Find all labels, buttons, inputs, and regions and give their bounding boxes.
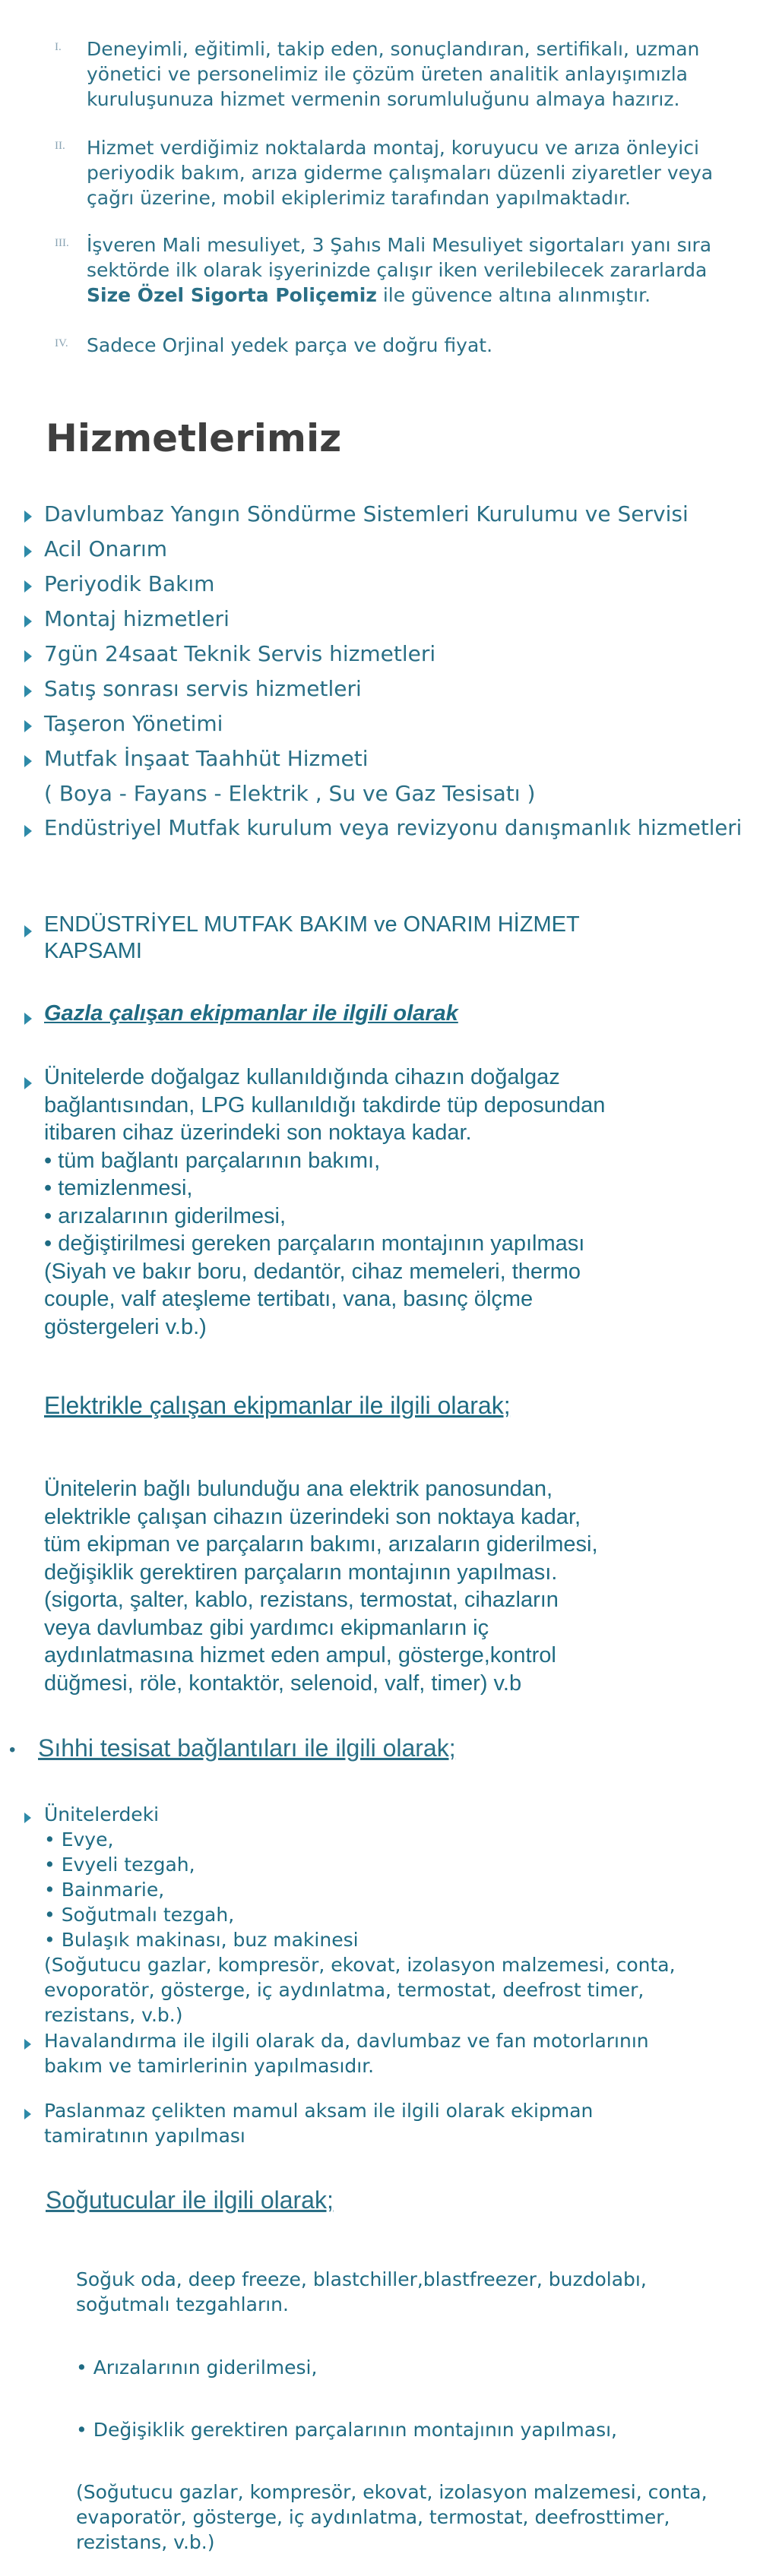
electric-section-body xyxy=(44,1475,713,1697)
body-line: düğmesi, röle, kontaktör, selenoid, valf, timer) v.b xyxy=(44,1670,522,1696)
coolers-bullet-repair: • Arızalarının giderilmesi, xyxy=(76,2356,318,2378)
arrow-bullet-icon xyxy=(24,510,32,523)
body-line: (Siyah ve bakır boru, dedantör, cihaz memeleri, thermo xyxy=(44,1259,581,1284)
services-heading: Hizmetlerimiz xyxy=(46,416,342,460)
service-subitem: ( Boya - Fayans - Elektrik , Su ve Gaz Tesisatı ) xyxy=(44,781,536,806)
arrow-bullet-icon xyxy=(24,720,32,732)
service-item: Endüstriyel Mutfak kurulum veya revizyonu danışmanlık hizmetleri xyxy=(44,816,743,840)
arrow-bullet-icon xyxy=(24,545,32,558)
intro-line: İşveren Mali mesuliyet, 3 Şahıs Mali Mesuliyet sigortaları yanı sıra xyxy=(87,234,712,256)
body-line: • tüm bağlantı parçalarının bakımı, xyxy=(44,1148,381,1173)
body-line: veya davlumbaz gibi yardımcı ekipmanların iç xyxy=(44,1615,489,1640)
scope-title xyxy=(44,912,580,965)
intro-text xyxy=(87,232,755,308)
roman-numeral: I. xyxy=(55,41,62,53)
arrow-bullet-icon xyxy=(24,1013,32,1025)
body-line: • Bulaşık makinası, buz makinesi xyxy=(44,1929,359,1951)
body-line: tüm ekipman ve parçaların bakımı, arızaların giderilmesi, xyxy=(44,1532,598,1557)
intro-line: kuruluşunuza hizmet vermenin sorumluluğunu almaya hazırız. xyxy=(87,88,680,110)
body-line: tamiratının yapılması xyxy=(44,2125,245,2147)
intro-line: periyodik bakım, arıza giderme çalışmaları düzenli ziyaretler veya xyxy=(87,162,714,184)
body-line: rezistans, v.b.) xyxy=(76,2531,215,2553)
body-line: aydınlatmasına hizmet eden ampul, gösterge,kontrol xyxy=(44,1643,556,1667)
body-line: bakım ve tamirlerinin yapılmasıdır. xyxy=(44,2055,375,2077)
gas-section-body xyxy=(44,1064,713,1341)
stainless-steel-item xyxy=(44,2098,593,2148)
intro-line: Hizmet verdiğimiz noktalarda montaj, koruyucu ve arıza önleyici xyxy=(87,137,699,159)
ventilation-item xyxy=(44,2028,649,2078)
service-item: Mutfak İnşaat Taahhüt Hizmeti xyxy=(44,746,369,771)
gas-section-title: Gazla çalışan ekipmanlar ile ilgili olarak xyxy=(44,1001,458,1026)
intro-text xyxy=(87,36,755,112)
intro-line: çağrı üzerine, mobil ekiplerimiz tarafından yapılmaktadır. xyxy=(87,187,631,209)
arrow-bullet-icon xyxy=(24,615,32,627)
arrow-bullet-icon xyxy=(24,1077,32,1089)
body-line: (sigorta, şalter, kablo, rezistans, termostat, cihazların xyxy=(44,1588,559,1612)
intro-text xyxy=(87,135,755,210)
body-line: elektrikle çalışan cihazın üzerindeki son noktaya kadar, xyxy=(44,1504,581,1529)
bold-policy-text: Size Özel Sigorta Poliçemiz xyxy=(87,284,377,306)
scope-title-line: ENDÜSTRİYEL MUTFAK BAKIM ve ONARIM HİZMET xyxy=(44,912,580,937)
arrow-bullet-icon xyxy=(24,650,32,662)
sanitary-bullet: • xyxy=(9,1740,16,1760)
body-line: rezistans, v.b.) xyxy=(44,2004,183,2026)
body-line: (Soğutucu gazlar, kompresör, ekovat, izolasyon malzemesi, conta, xyxy=(44,1954,676,1976)
body-line: couple, valf ateşleme tertibatı, vana, basınç ölçme xyxy=(44,1287,534,1311)
intro-tail: ile güvence altına alınmıştır. xyxy=(376,284,651,306)
sanitary-section-title: Sıhhi tesisat bağlantıları ile ilgili olarak; xyxy=(38,1734,456,1762)
coolers-bullet-parts: • Değişiklik gerektiren parçalarının montajının yapılması, xyxy=(76,2419,617,2441)
arrow-bullet-icon xyxy=(24,685,32,697)
body-line: değişiklik gerektiren parçaların montajının yapılması. xyxy=(44,1560,558,1585)
arrow-bullet-icon xyxy=(24,2039,31,2050)
body-line: • değiştirilmesi gereken parçaların montajının yapılması xyxy=(44,1231,585,1256)
roman-numeral: II. xyxy=(55,140,65,152)
body-line: • Evyeli tezgah, xyxy=(44,1854,195,1876)
electric-section-title: Elektrikle çalışan ekipmanlar ile ilgili olarak; xyxy=(44,1392,511,1419)
body-line: evoporatör, gösterge, iç aydınlatma, termostat, deefrost timer, xyxy=(44,1979,644,2001)
service-item: Satış sonrası servis hizmetleri xyxy=(44,676,362,701)
body-line: Ünitelerin bağlı bulunduğu ana elektrik panosundan, xyxy=(44,1477,553,1501)
service-item: Taşeron Yönetimi xyxy=(44,711,223,736)
body-line: soğutmalı tezgahların. xyxy=(76,2293,289,2315)
service-item: Acil Onarım xyxy=(44,536,168,561)
roman-numeral: III. xyxy=(55,237,69,249)
service-item: Montaj hizmetleri xyxy=(44,606,230,631)
body-line: göstergeleri v.b.) xyxy=(44,1314,207,1339)
arrow-bullet-icon xyxy=(24,825,32,837)
body-line: • Bainmarie, xyxy=(44,1879,165,1901)
sanitary-section-body xyxy=(44,1802,676,2028)
body-line: • arızalarının giderilmesi, xyxy=(44,1203,286,1228)
arrow-bullet-icon xyxy=(24,1813,31,1823)
intro-line xyxy=(87,283,755,308)
arrow-bullet-icon xyxy=(24,755,32,767)
body-line: Ünitelerde doğalgaz kullanıldığında cihazın doğalgaz xyxy=(44,1065,560,1089)
scope-title-line: KAPSAMI xyxy=(44,939,142,963)
body-line: evaporatör, gösterge, iç aydınlatma, termostat, deefrosttimer, xyxy=(76,2506,670,2528)
body-line: Havalandırma ile ilgili olarak da, davlumbaz ve fan motorlarının xyxy=(44,2030,649,2052)
intro-line: yönetici ve personelimiz ile çözüm üreten analitik anlayışımızla xyxy=(87,63,688,85)
service-item: Davlumbaz Yangın Söndürme Sistemleri Kurulumu ve Servisi xyxy=(44,501,689,526)
body-line: • Evye, xyxy=(44,1828,114,1851)
body-line: Ünitelerdeki xyxy=(44,1803,160,1825)
service-item: Periyodik Bakım xyxy=(44,571,215,596)
body-line: Paslanmaz çelikten mamul aksam ile ilgili olarak ekipman xyxy=(44,2100,594,2122)
body-line: itibaren cihaz üzerindeki son noktaya kadar. xyxy=(44,1120,472,1145)
arrow-bullet-icon xyxy=(24,580,32,593)
intro-line: Sadece Orjinal yedek parça ve doğru fiyat. xyxy=(87,334,493,356)
service-item: 7gün 24saat Teknik Servis hizmetleri xyxy=(44,641,436,666)
body-line: • temizlenmesi, xyxy=(44,1176,193,1200)
intro-text xyxy=(87,333,755,358)
coolers-parts-list xyxy=(76,2480,708,2555)
arrow-bullet-icon xyxy=(24,2109,31,2119)
body-line: Soğuk oda, deep freeze, blastchiller,blastfreezer, buzdolabı, xyxy=(76,2268,647,2290)
body-line: • Soğutmalı tezgah, xyxy=(44,1904,235,1926)
intro-line: sektörde ilk olarak işyerinizde çalışır iken verilebilecek zararlarda xyxy=(87,259,708,281)
body-line: (Soğutucu gazlar, kompresör, ekovat, izolasyon malzemesi, conta, xyxy=(76,2481,708,2503)
coolers-intro xyxy=(76,2267,647,2317)
arrow-bullet-icon xyxy=(24,925,32,937)
intro-line: Deneyimli, eğitimli, takip eden, sonuçlandıran, sertifikalı, uzman xyxy=(87,38,700,60)
coolers-section-title: Soğutucular ile ilgili olarak; xyxy=(46,2186,334,2214)
body-line: bağlantısından, LPG kullanıldığı takdirde tüp deposundan xyxy=(44,1092,606,1117)
roman-numeral: IV. xyxy=(55,337,68,349)
